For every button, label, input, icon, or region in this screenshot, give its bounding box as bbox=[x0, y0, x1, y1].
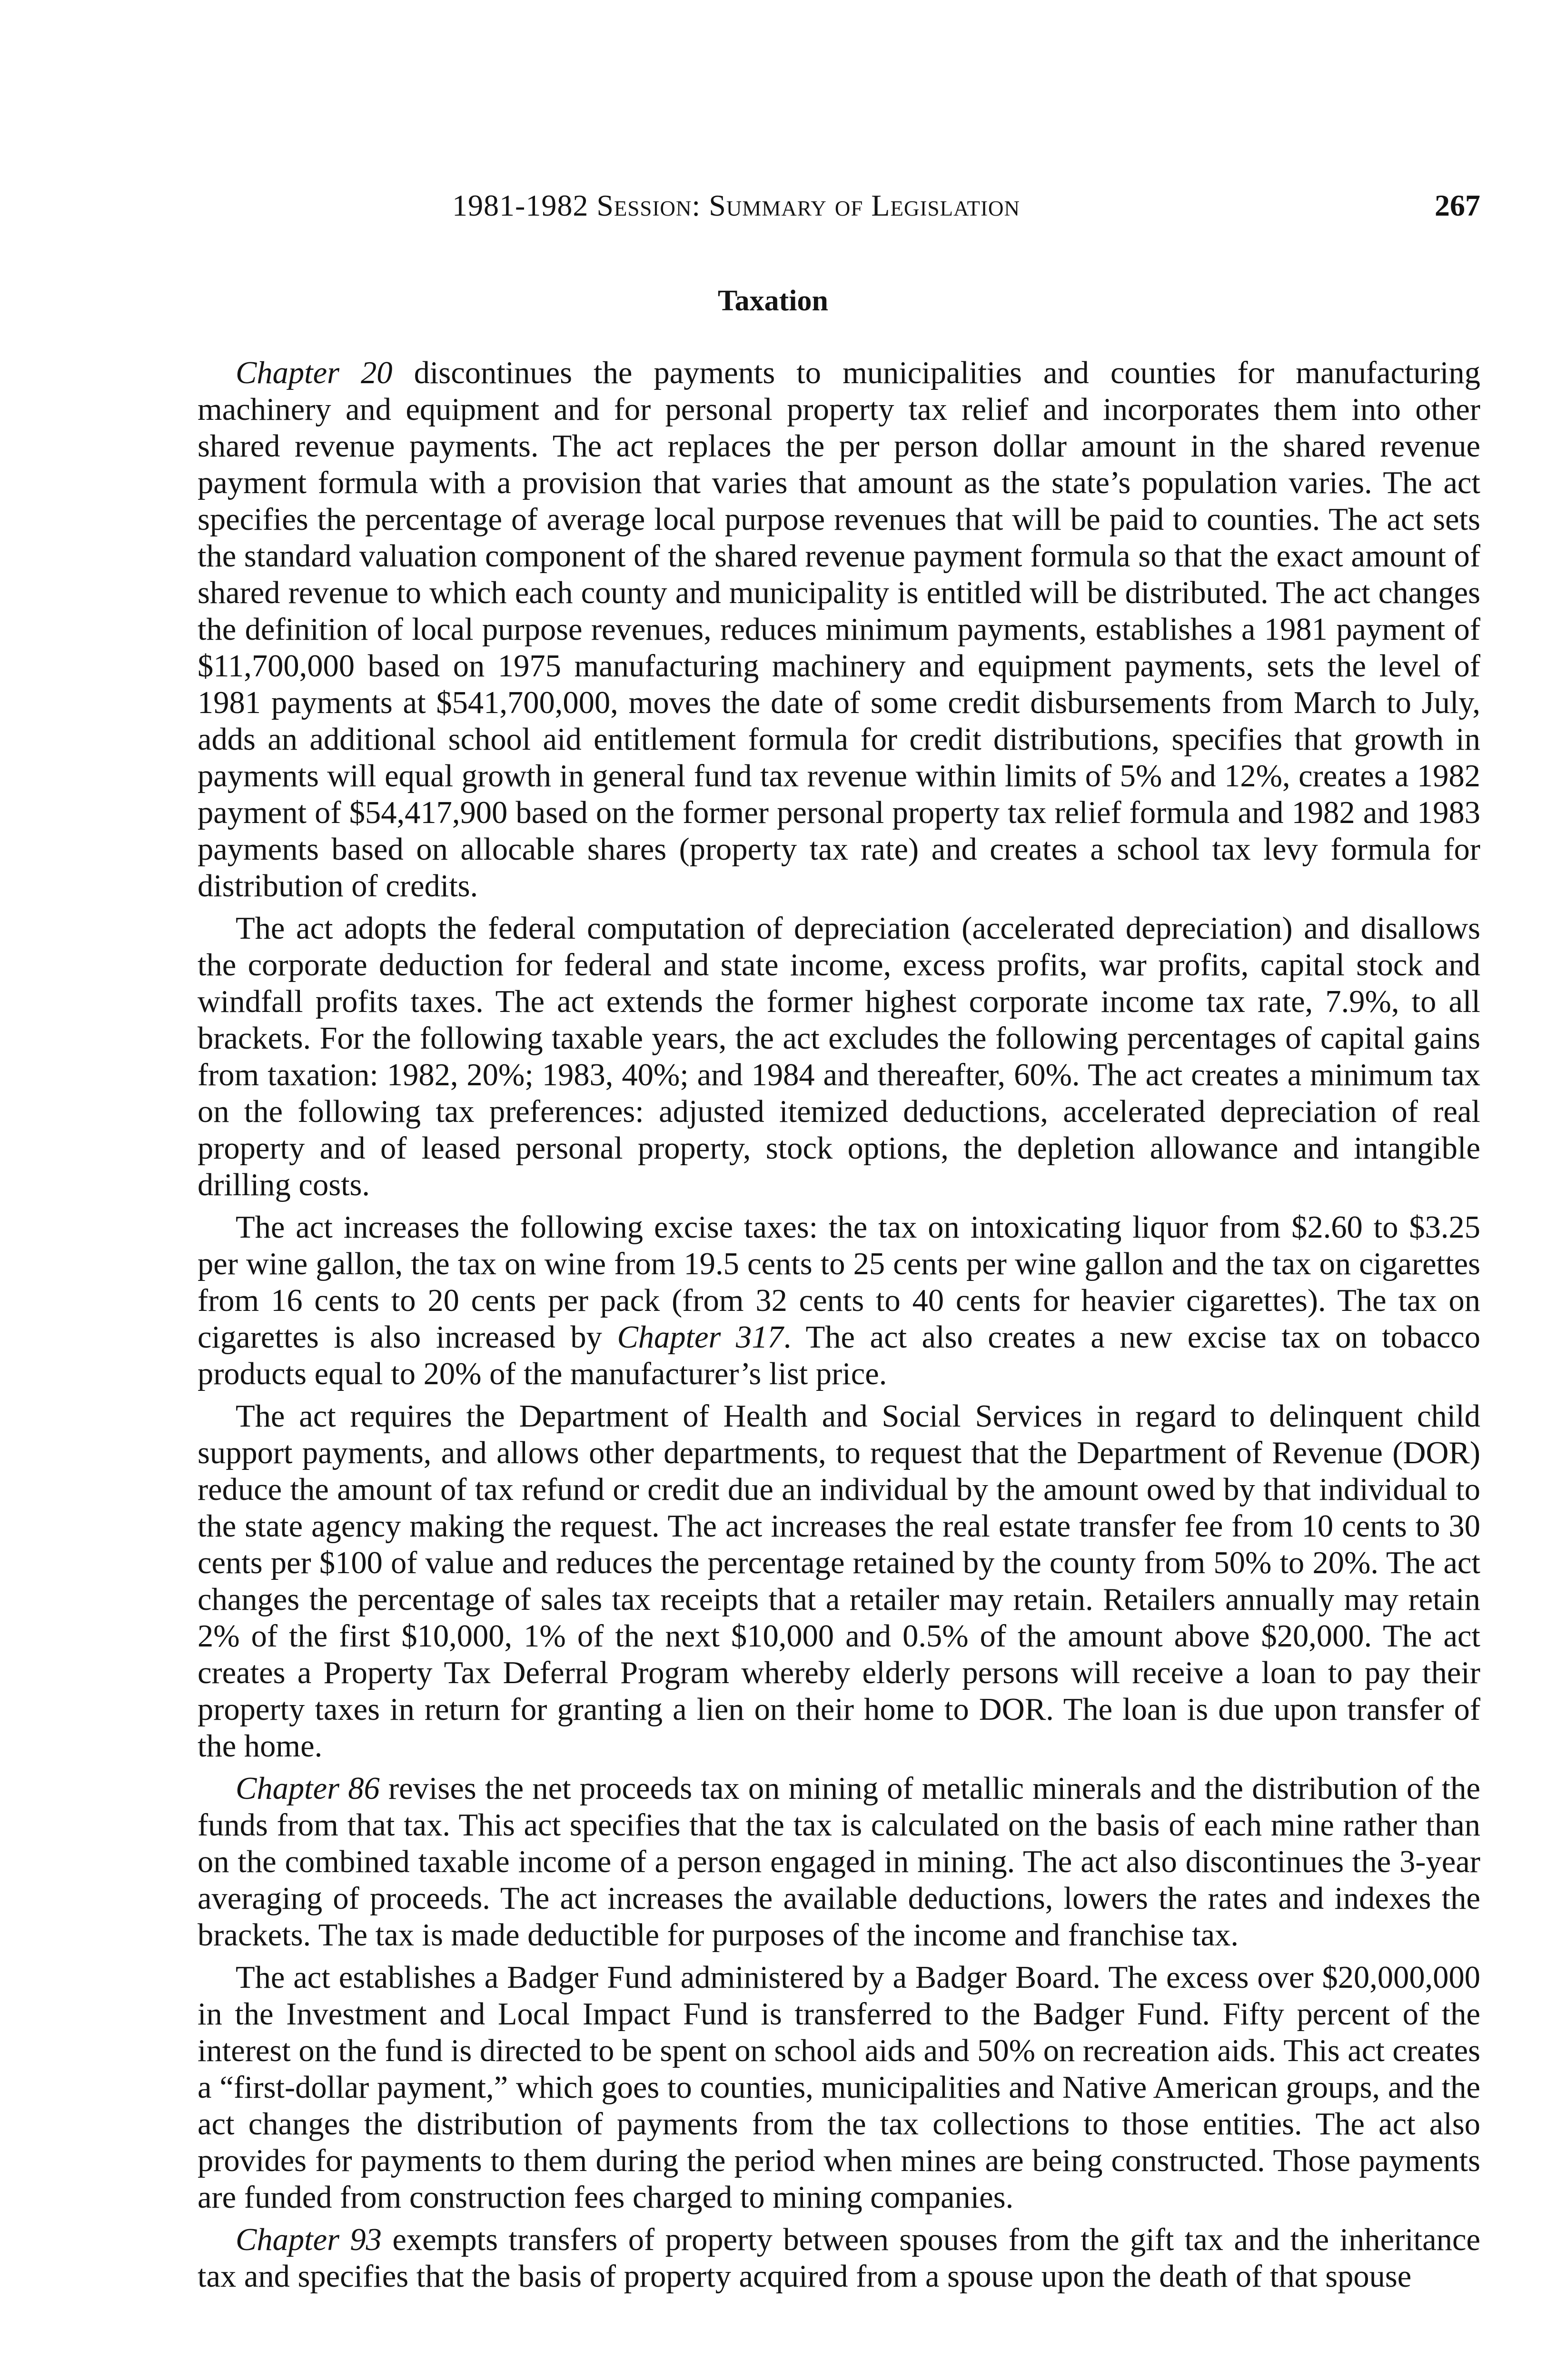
paragraph-chapter-86 bbox=[198, 1770, 1480, 1954]
paragraph-text: exempts transfers of property between spouses from the gift tax and the inheritance tax and specifies that the basis of property acquired from a spouse upon the death of that spouse bbox=[198, 2222, 1480, 2294]
section-heading: Taxation bbox=[717, 285, 828, 317]
paragraph-text-tail: . The act also creates a new excise tax on tobacco products equal to 20% of the manufacturer’s list price. bbox=[198, 1320, 1480, 1391]
paragraph-badger-fund bbox=[198, 1959, 1480, 2216]
chapter-ref: Chapter 317 bbox=[617, 1320, 783, 1355]
paragraph-depreciation bbox=[198, 910, 1480, 1203]
paragraph-text: The act adopts the federal computation of depreciation (accelerated depreciation) and disallows the corporate deduction for federal and state income, excess profits, war profits, capital stock and windfall profits taxes. The act extends the former highest corporate income tax rate, 7.9%, to all brackets. For the following taxable years, the act excludes the following percentages of capital gains from taxation: 1982, 20%; 1983, 40%; and 1984 and thereafter, 60%. The act creates a minimum tax on the following tax preferences: adjusted itemized deductions, accelerated depreciation of real property and of leased personal property, stock options, the depletion allowance and intangible drilling costs. bbox=[198, 911, 1480, 1202]
paragraph-text: discontinues the payments to municipalities and counties for manufacturing machinery and equipment and for personal property tax relief and incorporates them into other shared revenue payments. The act replaces the per person dollar amount in the shared revenue payment formula with a provision that varies that amount as the state’s population varies. The act specifies the percentage of average local purpose revenues that will be paid to counties. The act sets the standard valuation component of the shared revenue payment formula so that the exact amount of shared revenue to which each county and municipality is entitled will be distributed. The act changes the definition of local purpose revenues, reduces minimum payments, establishes a 1981 payment of $11,700,000 based on 1975 manufacturing machinery and equipment payments, sets the level of 1981 payments at $541,700,000, moves the date of some credit disbursements from March to July, adds an additional school aid entitlement formula for credit distributions, specifies that growth in payments will equal growth in general fund tax revenue within limits of 5% and 12%, creates a 1982 payment of $54,417,900 based on the former personal property tax relief formula and 1982 and 1983 payments based on allocable shares (property tax rate) and creates a school tax levy formula for distribution of credits. bbox=[198, 356, 1480, 903]
paragraph-chapter-93 bbox=[198, 2221, 1480, 2295]
body-text bbox=[198, 355, 1480, 2301]
chapter-ref: Chapter 20 bbox=[236, 356, 393, 390]
session-word: Session: bbox=[596, 188, 701, 222]
chapter-ref: Chapter 86 bbox=[236, 1771, 380, 1806]
paragraph-chapter-20 bbox=[198, 355, 1480, 904]
session-years: 1981-1982 bbox=[452, 188, 589, 222]
paragraph-refund-intercept bbox=[198, 1398, 1480, 1765]
paragraph-text: revises the net proceeds tax on mining of metallic minerals and the distribution of the funds from that tax. This act specifies that the tax is calculated on the basis of each mine rather than on the combined taxable income of a person engaged in mining. The act also discontinues the 3-year averaging of proceeds. The act increases the available deductions, lowers the rates and indexes the brackets. The tax is made deductible for purposes of the income and franchise tax. bbox=[198, 1771, 1480, 1953]
page-number: 267 bbox=[1435, 188, 1480, 222]
publication-title: Summary of Legislation bbox=[709, 188, 1020, 222]
running-title bbox=[452, 188, 1020, 223]
chapter-ref: Chapter 93 bbox=[236, 2222, 382, 2257]
paragraph-text: The act establishes a Badger Fund administered by a Badger Board. The excess over $20,000,000 in the Investment and Local Impact Fund is transferred to the Badger Fund. Fifty percent of the interest on the fund is directed to be spent on school aids and 50% on recreation aids. This act creates a “first-dollar payment,” which goes to counties, municipalities and Native American groups, and the act changes the distribution of payments from the tax collections to those entities. The act also provides for payments to them during the period when mines are being constructed. Those payments are funded from construction fees charged to mining companies. bbox=[198, 1960, 1480, 2215]
running-header bbox=[0, 188, 1546, 231]
paragraph-excise-taxes bbox=[198, 1209, 1480, 1392]
paragraph-text: The act increases the following excise taxes: the tax on intoxicating liquor from $2.60 to $3.25 per wine gallon, the tax on wine from 19.5 cents to 25 cents per wine gallon and the tax on cigarettes from 16 cents to 20 cents per pack (from 32 cents to 40 cents for heavier cigarettes). The tax on cigarettes is also increased by bbox=[198, 1210, 1480, 1355]
paragraph-text: The act requires the Department of Health and Social Services in regard to delinquent child support payments, and allows other departments, to request that the Department of Revenue (DOR) reduce the amount of tax refund or credit due an individual by the amount owed by that individual to the state agency making the request. The act increases the real estate transfer fee from 10 cents to 30 cents per $100 of value and reduces the percentage retained by the county from 50% to 20%. The act changes the percentage of sales tax receipts that a retailer may retain. Retailers annually may retain 2% of the first $10,000, 1% of the next $10,000 and 0.5% of the amount above $20,000. The act creates a Property Tax Deferral Program whereby elderly persons will receive a loan to pay their property taxes in return for granting a lien on their home to DOR. The loan is due upon transfer of the home. bbox=[198, 1399, 1480, 1764]
